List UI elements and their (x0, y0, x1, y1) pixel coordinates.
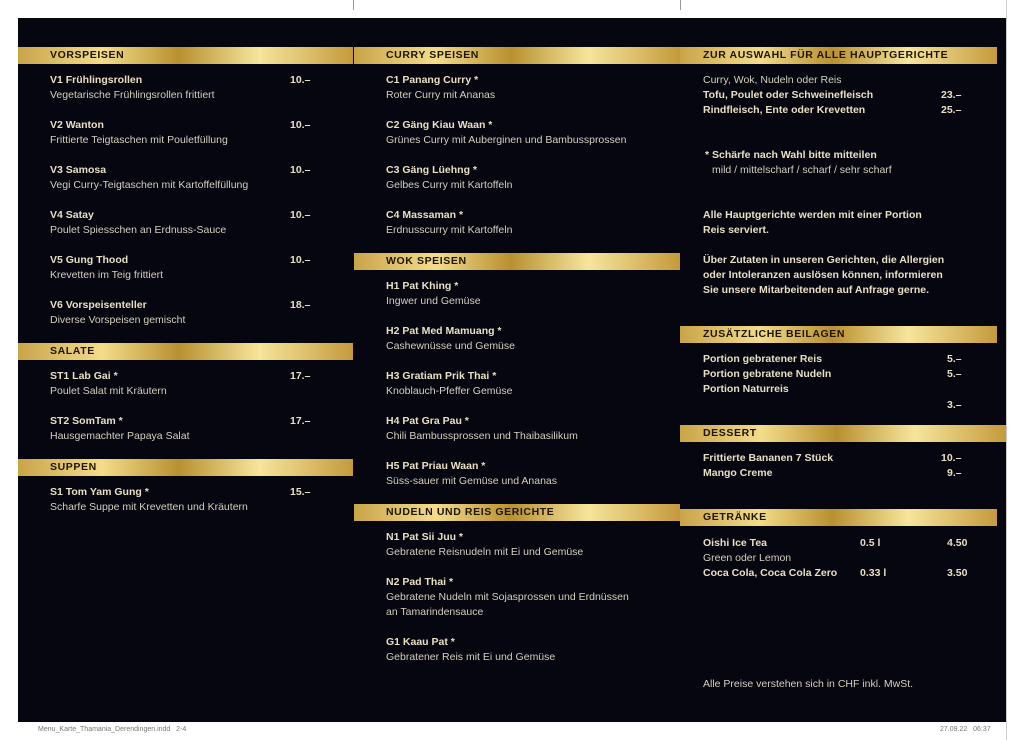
item-name: V5 Gung Thood (50, 254, 129, 266)
item-description: Poulet Spiesschen an Erdnuss-Sauce (50, 224, 227, 236)
menu-item (386, 369, 680, 399)
item-name: ST1 Lab Gai * (50, 370, 118, 382)
item-description: Krevetten im Teig frittiert (50, 269, 164, 281)
menu-item (386, 324, 680, 354)
section-items (18, 64, 353, 328)
side-item: Portion Naturreis 3.– (703, 383, 962, 411)
section-header-sides: ZUSÄTZLICHE BEILAGEN (680, 326, 997, 343)
item-description: Chili Bambussprossen und Thaibasilikum (386, 430, 578, 442)
item-description: Vegi Curry-Teigtaschen mit Kartoffelfüllung (50, 179, 249, 191)
item-name: V2 Wanton (50, 119, 104, 131)
left-column (18, 47, 353, 530)
menu-item (386, 530, 680, 560)
item-description: Cashewnüsse und Gemüse (386, 340, 515, 352)
item-name: S1 Tom Yam Gung * (50, 486, 149, 498)
side-item: Portion gebratene Nudeln 5.– (703, 368, 962, 380)
section-header-main-options: ZUR AUSWAHL FÜR ALLE HAUPTGERICHTE (680, 47, 997, 64)
item-price: 17.– (290, 415, 311, 427)
spice-levels: mild / mittelscharf / scharf / sehr scharf (712, 164, 892, 176)
item-description: Frittierte Teigtaschen mit Pouletfüllung (50, 134, 228, 146)
item-name: V6 Vorspeisenteller (50, 299, 147, 311)
item-price: 10.– (290, 74, 311, 86)
item-description: Süss-sauer mit Gemüse und Ananas (386, 475, 558, 487)
dessert-item: Frittierte Bananen 7 Stück 10.– (703, 452, 962, 464)
section-header: SUPPEN (18, 459, 353, 476)
item-description: Gebratene Nudeln mit Sojasprossen und Erdnüssen (386, 591, 629, 603)
item-name: H2 Pat Med Mamuang * (386, 325, 502, 337)
item-name: N2 Pad Thai * (386, 576, 454, 588)
menu-item (50, 208, 353, 238)
menu-item (386, 414, 680, 444)
allergy-note: Über Zutaten in unseren Gerichten, die Allergien oder Intoleranzen auslösen können, informieren Sie unsere Mitarbeitenden auf Anfrage gerne. (703, 254, 945, 296)
item-description: Hausgemachter Papaya Salat (50, 430, 190, 442)
item-price: 10.– (290, 209, 311, 221)
section-header: VORSPEISEN (18, 47, 353, 64)
footer-filename: Menu_Karte_Thamania_Derendingen.indd 2-4 (38, 726, 187, 733)
menu-section (354, 504, 680, 665)
crop-mark (353, 0, 354, 10)
item-price: 10.– (290, 164, 311, 176)
item-description: Knoblauch-Pfeffer Gemüse (386, 385, 513, 397)
item-name: N1 Pat Sii Juu * (386, 531, 464, 543)
item-name: H5 Pat Priau Waan * (386, 460, 486, 472)
item-name: C3 Gäng Lüehng * (386, 164, 478, 176)
menu-item (386, 459, 680, 489)
section-header: NUDELN UND REIS GERICHTE (354, 504, 680, 521)
item-name: H3 Gratiam Prik Thai * (386, 370, 497, 382)
item-name: V3 Samosa (50, 164, 107, 176)
section-items (18, 360, 353, 444)
section-items (354, 64, 680, 238)
dessert-item: Mango Creme 9.– (703, 467, 962, 479)
menu-item (386, 163, 680, 193)
menu-item (386, 208, 680, 238)
menu-section (18, 343, 353, 444)
menu-item (50, 298, 353, 328)
item-description: Roter Curry mit Ananas (386, 89, 496, 101)
item-name: H4 Pat Gra Pau * (386, 415, 469, 427)
drink-description: Green oder Lemon (703, 552, 792, 564)
menu-item (50, 253, 353, 283)
item-price: 18.– (290, 299, 311, 311)
item-description: Ingwer und Gemüse (386, 295, 481, 307)
section-header-dessert: DESSERT (680, 425, 1006, 442)
page-edge (1006, 0, 1007, 740)
section-items (354, 521, 680, 665)
item-name: C2 Gäng Kiau Waan * (386, 119, 493, 131)
menu-section (18, 459, 353, 515)
section-header: SALATE (18, 343, 353, 360)
spice-note: * Schärfe nach Wahl bitte mitteilen (705, 149, 877, 161)
item-price: 15.– (290, 486, 311, 498)
section-header: WOK SPEISEN (354, 253, 680, 270)
item-name: V4 Satay (50, 209, 94, 221)
item-name: ST2 SomTam * (50, 415, 123, 427)
menu-item (50, 485, 353, 515)
drink-item: Coca Cola, Coca Cola Zero 0.33 l 3.50 (703, 567, 968, 579)
menu-item (386, 118, 680, 148)
item-description: Diverse Vorspeisen gemischt (50, 314, 186, 326)
main-intro: Curry, Wok, Nudeln oder Reis (703, 74, 842, 86)
item-description: an Tamarindensauce (386, 606, 484, 618)
menu-section (18, 47, 353, 328)
item-description: Erdnusscurry mit Kartoffeln (386, 224, 513, 236)
section-items (354, 270, 680, 489)
crop-mark (680, 0, 681, 10)
main-option: Tofu, Poulet oder Schweinefleisch 23.– (703, 89, 962, 101)
item-description: Gelbes Curry mit Kartoffeln (386, 179, 513, 191)
section-header: CURRY SPEISEN (354, 47, 680, 64)
menu-item (50, 73, 353, 103)
item-description: Gebratene Reisnudeln mit Ei und Gemüse (386, 546, 584, 558)
menu-item (50, 369, 353, 399)
menu-item (386, 73, 680, 103)
menu-item (386, 635, 680, 665)
menu-section (354, 253, 680, 489)
item-price: 10.– (290, 119, 311, 131)
menu-item (50, 414, 353, 444)
item-name: V1 Frühlingsrollen (50, 74, 143, 86)
item-name: C1 Panang Curry * (386, 74, 479, 86)
item-name: C4 Massaman * (386, 209, 464, 221)
menu-item (386, 279, 680, 309)
menu-item (50, 118, 353, 148)
item-description: Gebratener Reis mit Ei und Gemüse (386, 651, 556, 663)
item-name: H1 Pat Khing * (386, 280, 459, 292)
price-note: Alle Preise verstehen sich in CHF inkl. MwSt. (703, 678, 914, 690)
item-description: Grünes Curry mit Auberginen und Bambussprossen (386, 134, 627, 146)
menu-section (354, 47, 680, 238)
section-items (18, 476, 353, 515)
item-description: Poulet Salat mit Kräutern (50, 385, 167, 397)
item-description: Vegetarische Frühlingsrollen frittiert (50, 89, 215, 101)
drink-item: Oishi Ice Tea 0.5 l 4.50 (703, 537, 968, 549)
main-option: Rindfleisch, Ente oder Krevetten 25.– (703, 104, 962, 116)
rice-note: Alle Hauptgerichte werden mit einer Portion Reis serviert. (703, 209, 922, 236)
middle-column (354, 47, 680, 680)
item-price: 10.– (290, 254, 311, 266)
menu-item (386, 575, 680, 620)
item-name: G1 Kaau Pat * (386, 636, 455, 648)
side-item: Portion gebratener Reis 5.– (703, 353, 962, 365)
footer-timestamp: 27.09.22 06:37 (940, 726, 991, 733)
item-price: 17.– (290, 370, 311, 382)
section-header-drinks: GETRÄNKE (680, 509, 997, 526)
menu-item (50, 163, 353, 193)
item-description: Scharfe Suppe mit Krevetten und Kräutern (50, 501, 248, 513)
